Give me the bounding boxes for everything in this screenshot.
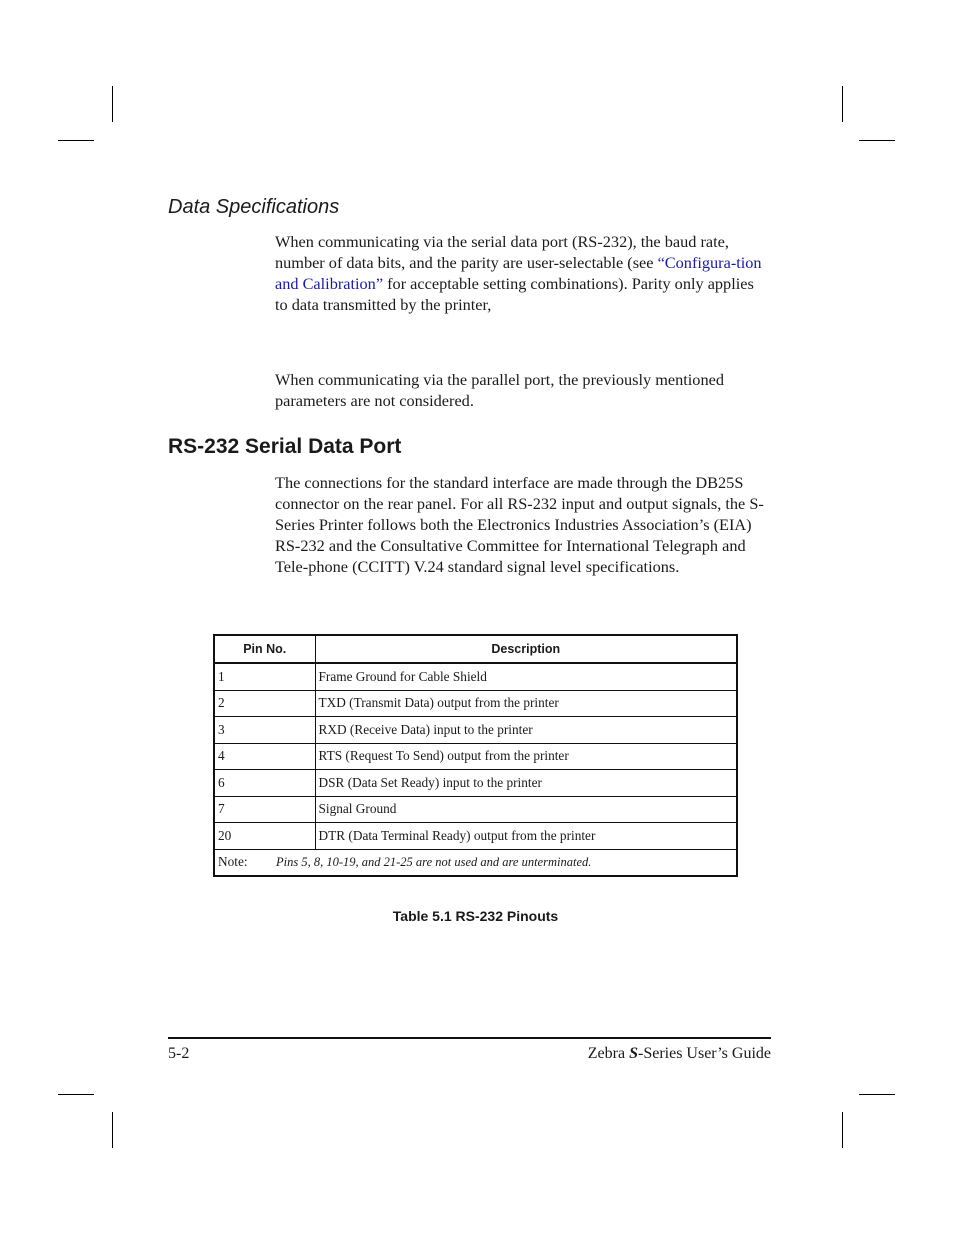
guide-title-prefix: Zebra: [587, 1045, 630, 1062]
column-header-pin: Pin No.: [214, 635, 315, 663]
rs232-pinout-table: [213, 634, 738, 877]
description-cell: Signal Ground: [315, 796, 737, 823]
table-row: [214, 663, 737, 690]
description-cell: Frame Ground for Cable Shield: [315, 663, 737, 690]
guide-title-series-letter: S: [629, 1045, 638, 1062]
note-cell: [214, 849, 737, 876]
table-row: [214, 770, 737, 797]
page-number: 5-2: [168, 1045, 190, 1062]
section-heading-data-specifications: Data Specifications: [168, 196, 340, 218]
crop-mark: [58, 1094, 94, 1095]
guide-title: [588, 1045, 771, 1063]
description-cell: RTS (Request To Send) output from the printer: [315, 743, 737, 770]
crop-mark: [112, 1112, 113, 1148]
data-specs-paragraph: [275, 231, 770, 315]
pin-cell: 4: [214, 743, 315, 770]
crop-mark: [842, 86, 843, 122]
pin-cell: 1: [214, 663, 315, 690]
description-cell: TXD (Transmit Data) output from the printer: [315, 690, 737, 717]
parallel-port-paragraph: When communicating via the parallel port, the previously mentioned parameters are not considered.: [275, 370, 724, 410]
table-header-row: [214, 635, 737, 663]
footer-rule: [168, 1037, 771, 1039]
table-row: [214, 717, 737, 744]
description-cell: DSR (Data Set Ready) input to the printer: [315, 770, 737, 797]
table-row: [214, 743, 737, 770]
table-note-row: [214, 849, 737, 876]
para-text: When communicating via the serial data port (RS-232), the baud rate, number of data bits, and the parity are user-selectable (see: [275, 232, 729, 272]
crop-mark: [859, 140, 895, 141]
column-header-description: Description: [315, 635, 737, 663]
note-text: Pins 5, 8, 10-19, and 21-25 are not used and are unterminated.: [276, 855, 592, 870]
crop-mark: [842, 1112, 843, 1148]
table-row: [214, 796, 737, 823]
pin-cell: 7: [214, 796, 315, 823]
description-cell: RXD (Receive Data) input to the printer: [315, 717, 737, 744]
description-cell: DTR (Data Terminal Ready) output from the printer: [315, 823, 737, 850]
rs232-paragraph: The connections for the standard interface are made through the DB25S connector on the rear panel. For all RS-232 input and output signals, the S-Series Printer follows both the Electronics Industries Association’s (EIA) RS-232 and the Consultative Committee for International Telegraph and Tele-phone (CCITT) V.24 standard signal level specifications.: [275, 473, 764, 576]
table-row: [214, 690, 737, 717]
crop-mark: [58, 140, 94, 141]
guide-title-suffix: -Series User’s Guide: [637, 1045, 771, 1062]
pin-cell: 2: [214, 690, 315, 717]
crop-mark: [112, 86, 113, 122]
table-row: [214, 823, 737, 850]
section-heading-rs232: RS-232 Serial Data Port: [168, 435, 402, 458]
pin-cell: 6: [214, 770, 315, 797]
pin-cell: 20: [214, 823, 315, 850]
note-label: Note:: [218, 854, 248, 870]
table-caption: Table 5.1 RS-232 Pinouts: [392, 908, 559, 924]
config-calibration-link[interactable]: “Configura-tion and Calibration”: [275, 253, 762, 293]
crop-mark: [859, 1094, 895, 1095]
pin-cell: 3: [214, 717, 315, 744]
para-text: for acceptable setting combinations). Parity only applies to data transmitted by the printer,: [275, 274, 754, 314]
